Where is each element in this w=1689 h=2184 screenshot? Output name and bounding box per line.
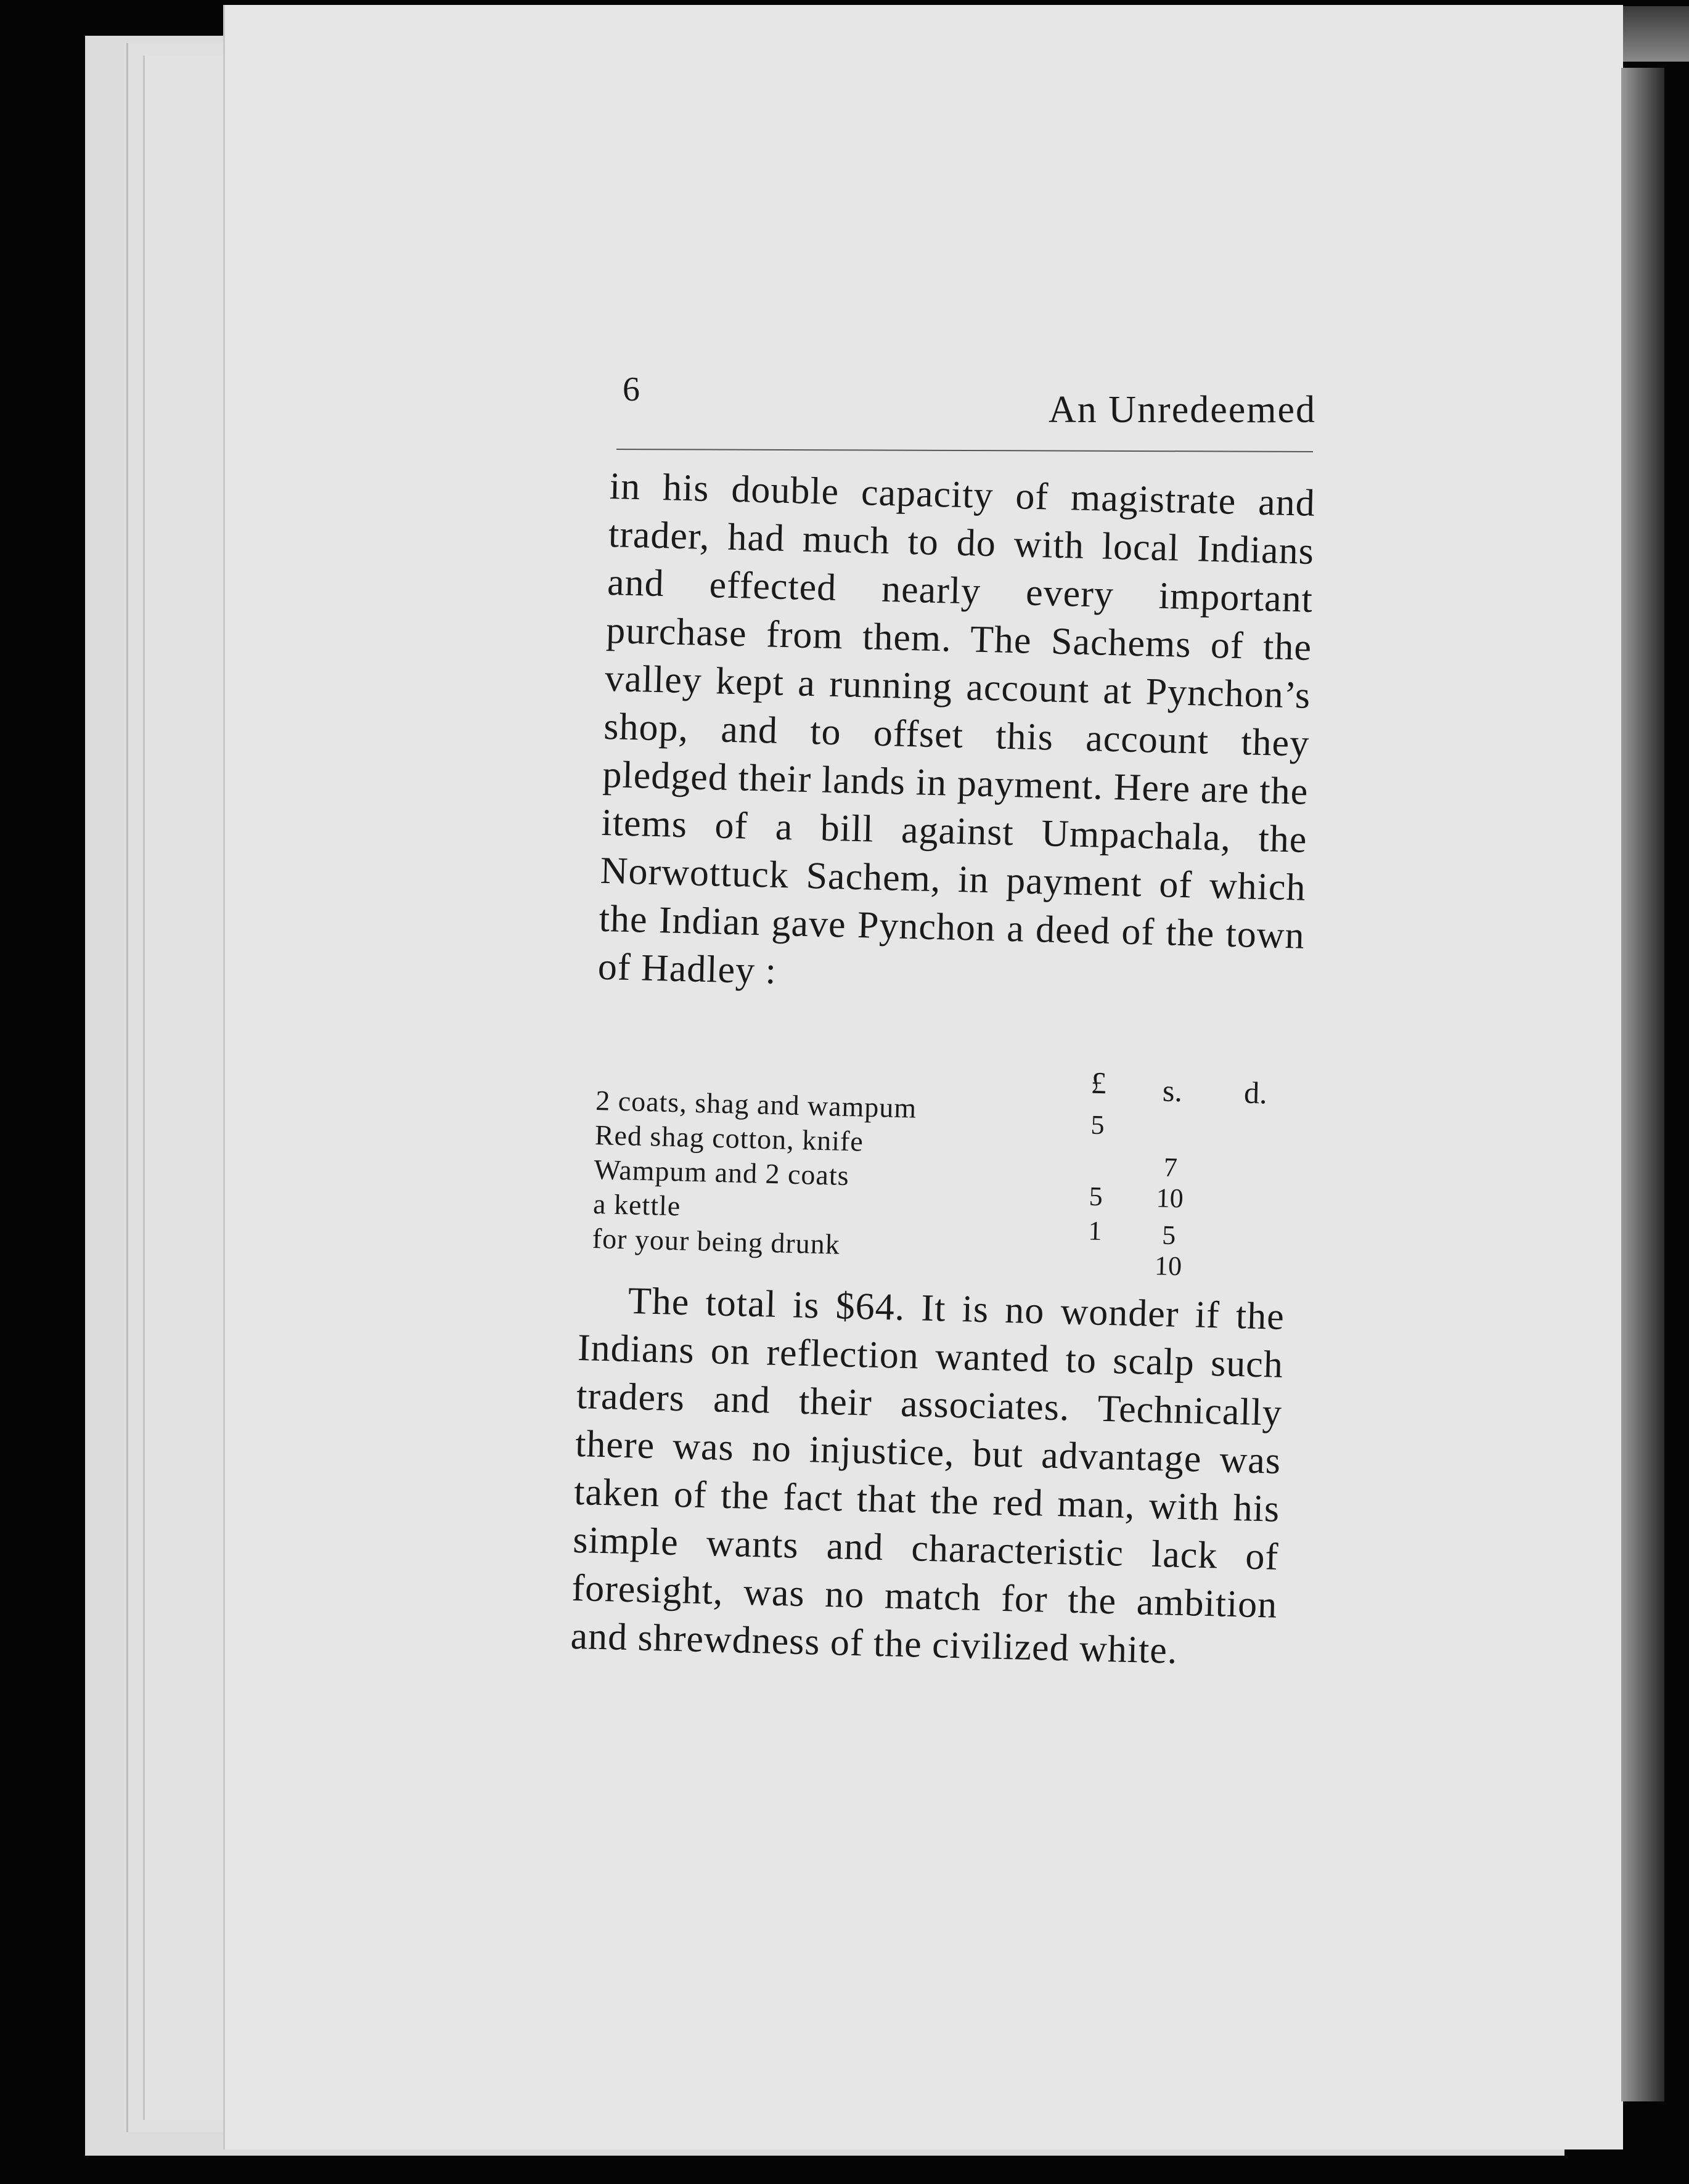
page-number: 6 bbox=[623, 370, 640, 409]
pounds-amount: 5 bbox=[1090, 1109, 1105, 1141]
bill-item: Red shag cotton, knife bbox=[594, 1118, 864, 1157]
pounds-amount: 5 bbox=[1089, 1181, 1103, 1212]
running-head: An Unredeemed bbox=[1049, 389, 1316, 431]
shillings-amount: 7 bbox=[1163, 1152, 1178, 1183]
pence-header: d. bbox=[1243, 1075, 1268, 1110]
bill-items bbox=[592, 1083, 917, 1264]
bill-item: a kettle bbox=[592, 1188, 681, 1222]
header-rule bbox=[616, 449, 1313, 452]
shillings-amount: 10 bbox=[1156, 1183, 1184, 1214]
shillings-header: s. bbox=[1162, 1073, 1183, 1109]
bill-item: for your being drunk bbox=[592, 1222, 841, 1260]
shillings-amount: 10 bbox=[1154, 1250, 1182, 1282]
pounds-amount: 1 bbox=[1087, 1215, 1103, 1247]
bill-item: 2 coats, shag and wampum bbox=[595, 1084, 917, 1124]
pounds-header: £ bbox=[1090, 1065, 1107, 1101]
shillings-amount: 5 bbox=[1161, 1220, 1176, 1251]
bill-item: Wampum and 2 coats bbox=[593, 1153, 850, 1192]
body-paragraph: The total is $64. It is no wonder if the Indians on reflection wanted to scalp such traders and their associates. Technically there was no injustice, but advantage was taken of the fact that the red man, with his simple wants and characteristic lack of foresight, was no match for the ambition and shrewdness of the civilized white. bbox=[570, 1279, 1285, 1672]
bill-table bbox=[592, 1059, 1306, 1286]
body-paragraph: in his double capacity of magistrate and trader, had much to do with local Indians and effected nearly every important purchase from them. The Sachems of the valley kept a running account at Pynchon’s shop, and to offset this account they pledged their lands in payment. Here are the items of a bill against Umpachala, the Norwottuck Sachem, in payment of which the Indian gave Pynchon a deed of the town of Hadley : bbox=[597, 465, 1316, 992]
